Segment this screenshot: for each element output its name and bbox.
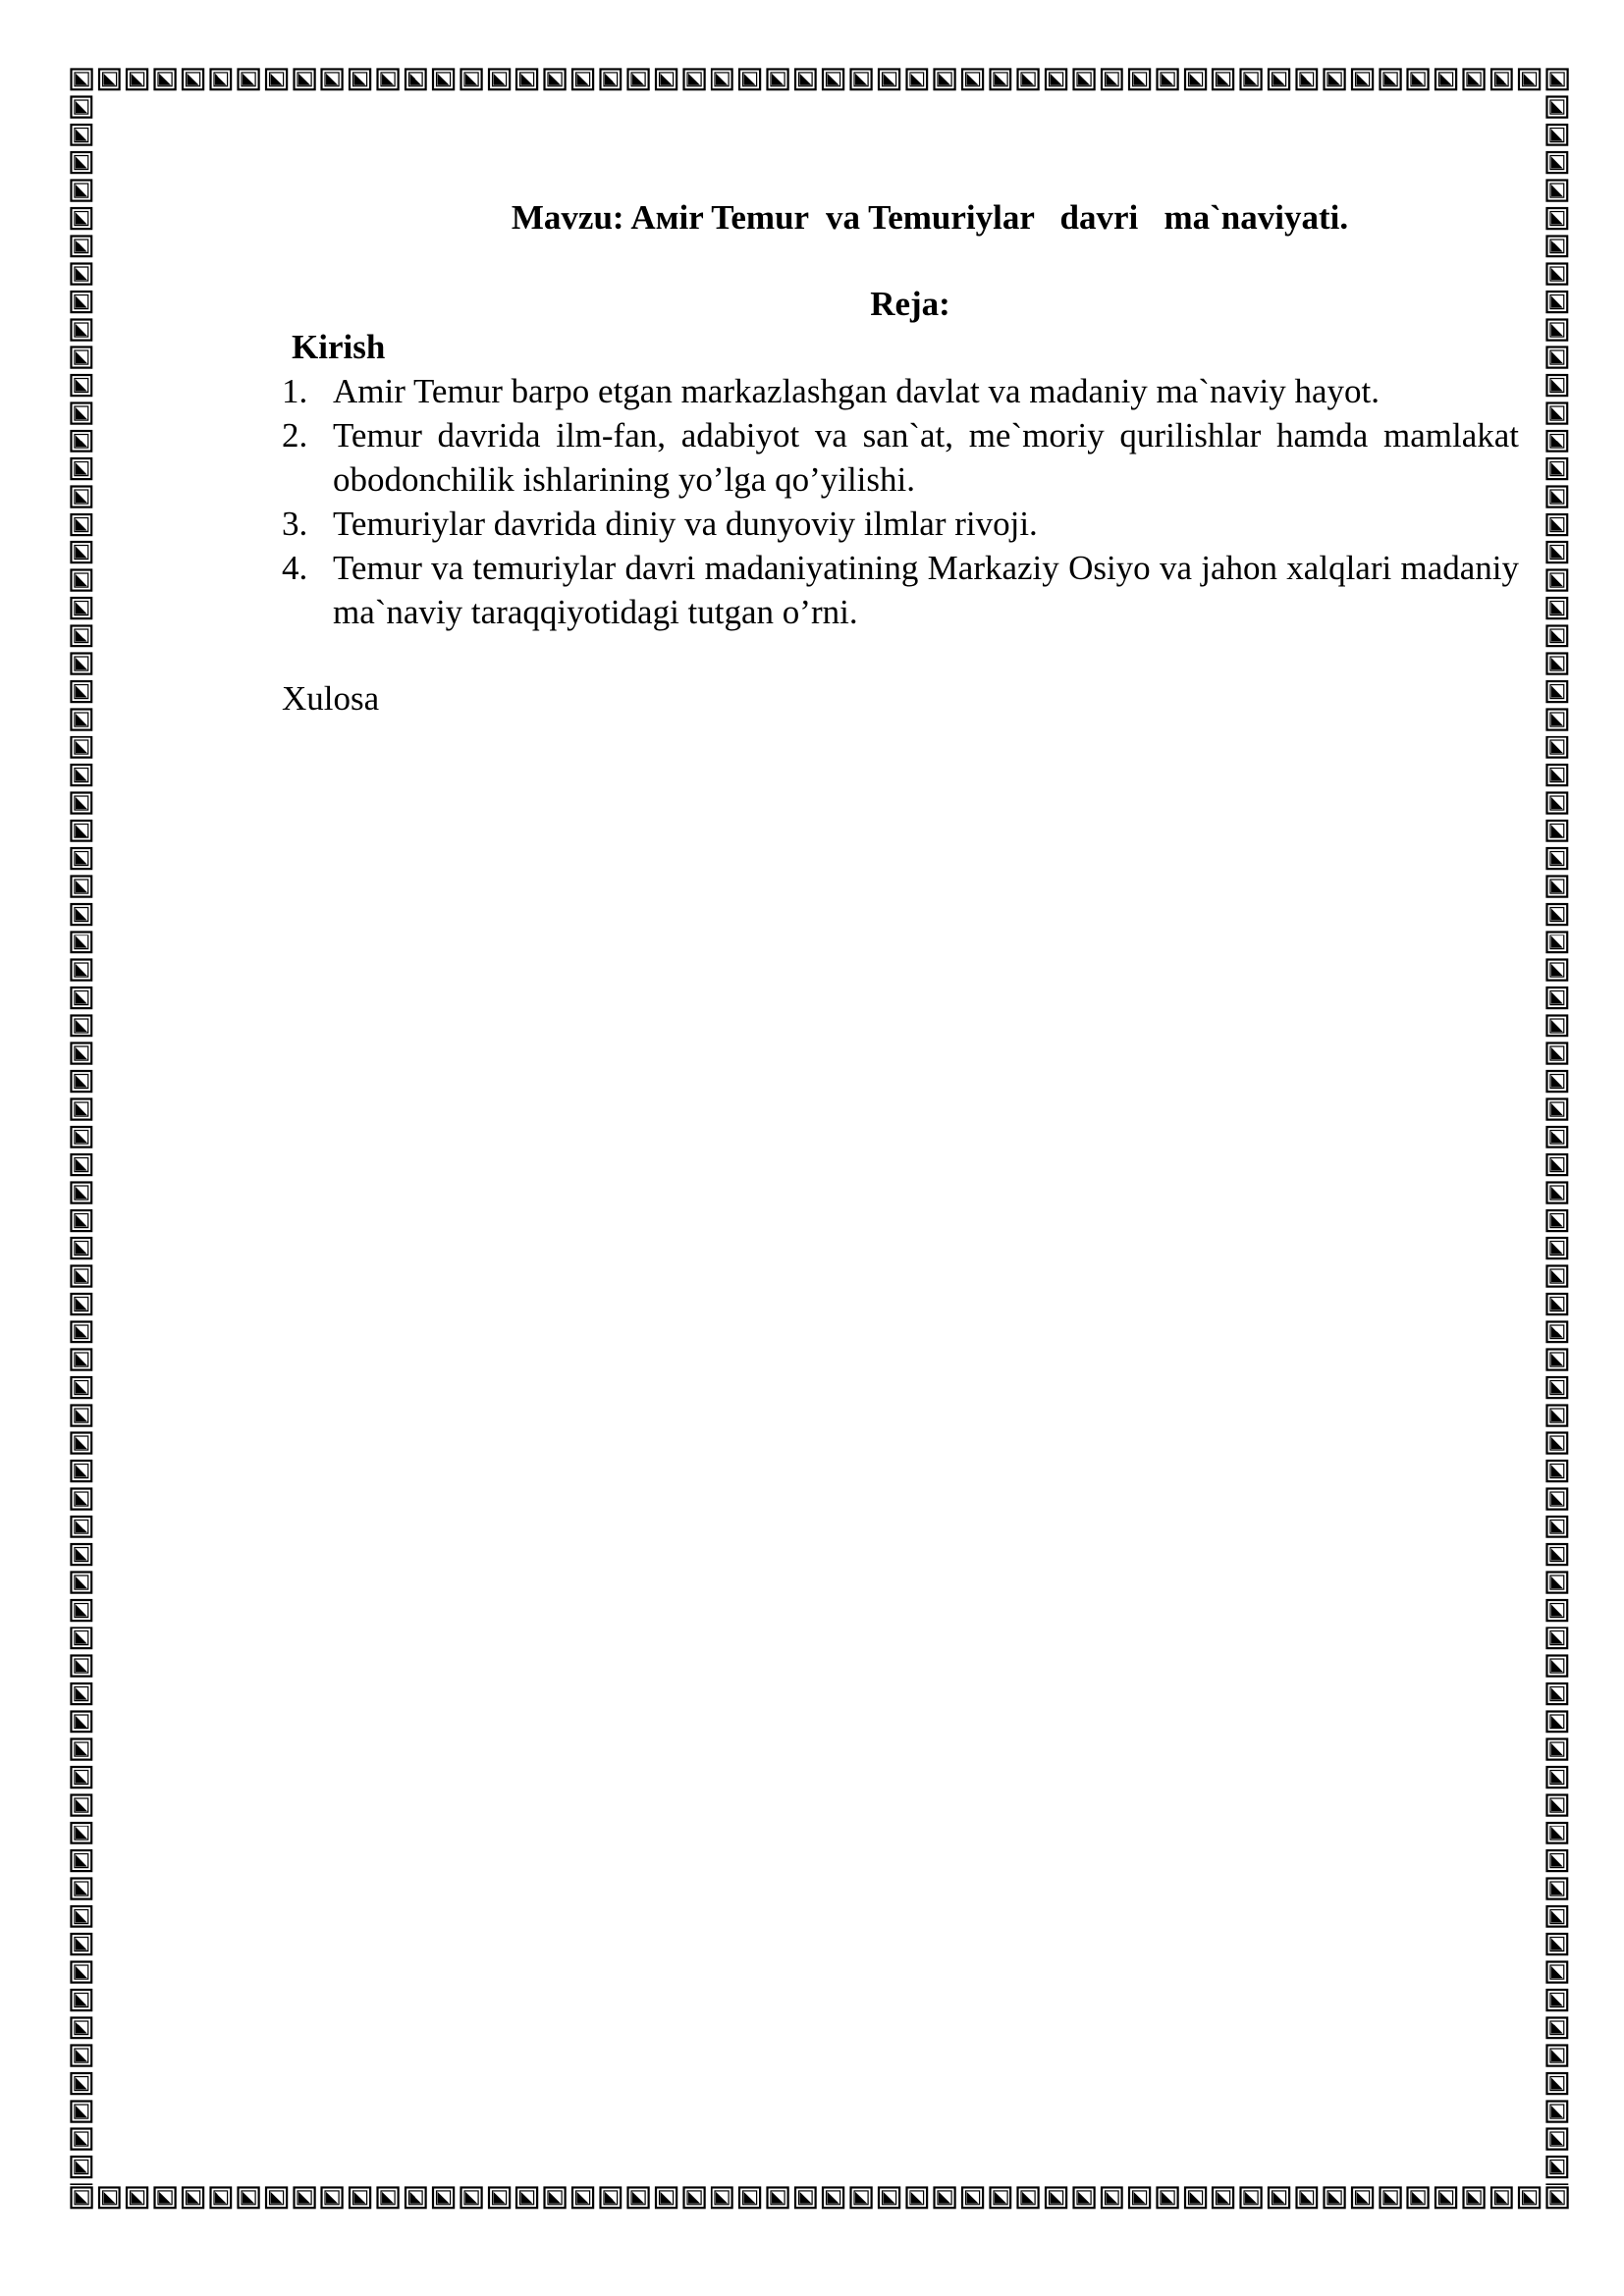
page-border-bottom (69, 2185, 1572, 2213)
conclusion-label: Xulosa (282, 679, 380, 718)
intro-label: Kirish (292, 328, 386, 366)
plan-list (282, 369, 1519, 634)
plan-item-text: Temur va temuriylar davri madaniyatining Markaziy Osiyo va jahon xalqlari madaniy ma`naviy taraqqiyotidagi tutgan o’rni. (333, 549, 1519, 631)
plan-item-number: 4. (282, 549, 308, 587)
page-border-left (69, 94, 96, 2185)
plan-item (282, 502, 1519, 546)
plan-item-text: Temur davrida ilm-fan, adabiyot va san`at, me`moriy qurilishlar hamda mamlakat obodonchilik ishlarining yo’lga qo’yilishi. (333, 416, 1519, 499)
page-border-top (69, 67, 1572, 94)
plan-item (282, 369, 1519, 413)
plan-item-text: Temuriylar davrida diniy va dunyoviy ilmlar rivoji. (333, 505, 1038, 543)
page-border-right (1544, 94, 1572, 2185)
document-title: Mavzu: Aмir Temur va Temuriylar davri ma`naviyati. (511, 198, 1349, 237)
plan-heading: Reja: (870, 285, 950, 323)
document-body (282, 196, 1519, 721)
plan-item-number: 2. (282, 416, 308, 454)
plan-item-number: 1. (282, 372, 308, 410)
plan-item-number: 3. (282, 505, 308, 543)
plan-item (282, 546, 1519, 634)
plan-item-text: Amir Temur barpo etgan markazlashgan davlat va madaniy ma`naviy hayot. (333, 372, 1380, 410)
plan-item (282, 413, 1519, 502)
